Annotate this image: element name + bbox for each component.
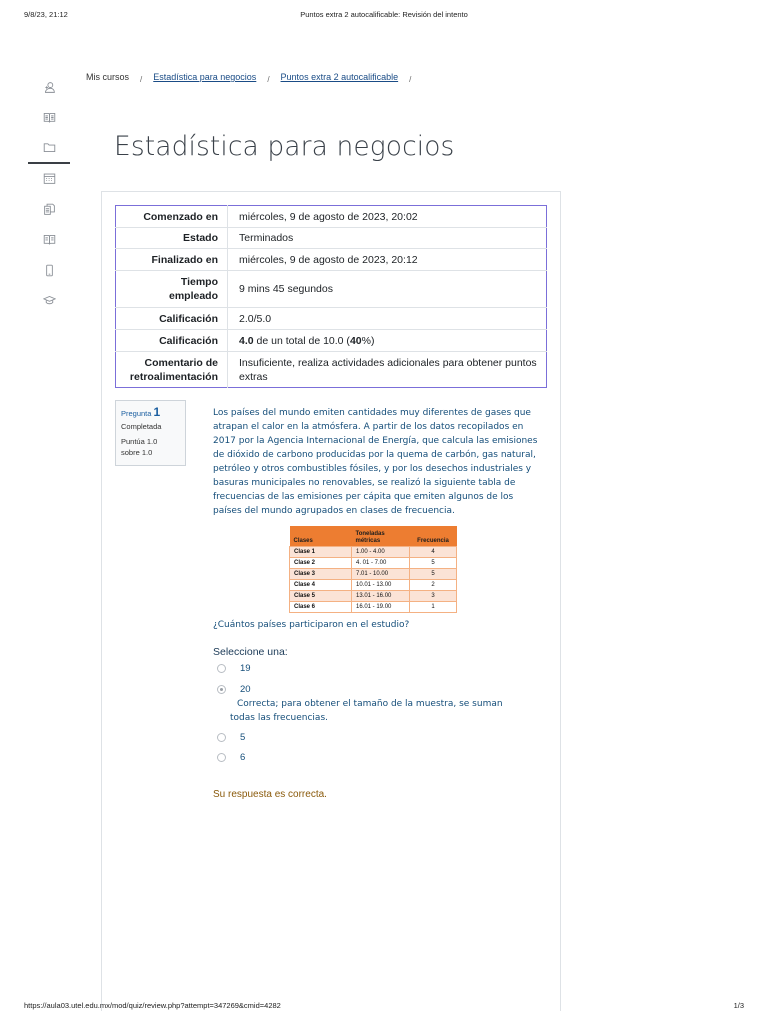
frequency-table-cell: 4 [410,546,457,557]
graduation-cap-icon [43,294,56,307]
answer-option[interactable] [217,752,245,763]
summary-row-marks [116,308,547,330]
answer-option[interactable] [217,732,245,743]
sidebar-item-open-book[interactable] [28,225,70,256]
question-grade-line: sobre 1.0 [121,448,153,457]
frequency-table-cell: 1.00 - 4.00 [352,546,410,557]
summary-row-state [116,228,547,249]
question-info-box [115,400,186,466]
folder-icon [43,141,56,154]
summary-label-line: Tiempo [180,276,218,288]
summary-label-line: retroalimentación [129,370,218,383]
breadcrumb-separator: / [409,74,412,84]
select-one-label: Seleccione una: [213,646,288,658]
open-book-icon [43,233,56,246]
print-page-count: 1/3 [733,1001,744,1010]
frequency-table-header [290,526,457,546]
frequency-table-row [290,546,457,557]
breadcrumb-separator: / [140,74,143,84]
breadcrumb-my-courses[interactable]: Mis cursos [86,72,130,82]
participants-icon [43,81,56,94]
sidebar-item-folder[interactable] [28,133,70,164]
summary-label: Calificación [116,308,228,330]
frequency-table-cell: Clase 6 [290,601,352,612]
summary-value: Insuficiente, realiza actividades adicionales para obtener puntos extras [239,356,537,383]
summary-value: miércoles, 9 de agosto de 2023, 20:02 [228,206,547,228]
breadcrumb-separator: / [267,74,270,84]
summary-label-line: Comentario de [144,356,218,369]
radio-button[interactable] [217,664,226,673]
summary-label: Finalizado en [116,249,228,271]
copy-icon [43,203,56,216]
frequency-table-cell: 2 [410,579,457,590]
page-title: Estadística para negocios [114,131,455,162]
print-title: Puntos extra 2 autocalificable: Revisión del intento [300,10,468,19]
mobile-icon [43,264,56,277]
frequency-header-cell: Toneladas métricas [352,526,410,546]
question-prompt: ¿Cuántos países participaron en el estudio? [213,620,410,630]
frequency-table-cell: Clase 1 [290,546,352,557]
frequency-table-row [290,590,457,601]
question-state: Completada [121,422,162,431]
question-label: Pregunta [121,409,152,418]
radio-button[interactable] [217,733,226,742]
print-header [24,10,744,22]
frequency-header-cell: Clases [290,526,352,546]
print-footer [24,1001,744,1013]
frequency-table-row [290,601,457,612]
summary-value [228,330,547,352]
answer-option[interactable] [217,684,251,695]
frequency-table [289,526,457,613]
breadcrumb-course[interactable]: Estadística para negocios [153,72,257,82]
grade-end: %) [361,334,375,347]
frequency-table-cell: 4. 01 - 7.00 [352,557,410,568]
grade-percent: 40 [349,334,362,347]
breadcrumb [86,72,422,82]
course-sidebar [28,72,70,316]
summary-value: miércoles, 9 de agosto de 2023, 20:12 [228,249,547,271]
question-grade [121,436,180,458]
question-outcome: Su respuesta es correcta. [213,789,327,800]
sidebar-item-mobile[interactable] [28,255,70,286]
frequency-table-cell: Clase 3 [290,568,352,579]
frequency-table-cell: 10.01 - 13.00 [352,579,410,590]
frequency-table-row [290,557,457,568]
summary-label: Estado [116,228,228,249]
sidebar-item-participants[interactable] [28,72,70,103]
frequency-table-cell: Clase 2 [290,557,352,568]
summary-row-feedback [116,352,547,388]
sidebar-item-graduation[interactable] [28,286,70,317]
summary-value: Terminados [228,228,547,249]
question-text: Los países del mundo emiten cantidades muy diferentes de gases que atrapan el calor en la atmósfera. A partir de los datos recopilados en 2017 por la Agencia Internacional de Energía, que calcula las emisiones de dióxido de carbono producidas por la quema de carbón, gas natural, petróleo y otros combustibles fósiles, y por los desechos industriales y basuras municipales no renovables, se realizó la siguiente tabla de frecuencias de las emisiones per cápita que emiten algunos de los países del mundo agrupados en clases de frecuencia. [213,408,538,516]
frequency-header-cell: Frecuencia [410,526,457,546]
question-number-value: 1 [153,405,161,419]
summary-row-time [116,271,547,308]
sidebar-item-calendar[interactable] [28,164,70,195]
attempt-summary-table [115,205,547,388]
frequency-table-row [290,568,457,579]
frequency-table-cell: Clase 5 [290,590,352,601]
summary-label: Comenzado en [116,206,228,228]
answer-option-label: 5 [240,732,246,743]
summary-label [116,352,228,388]
breadcrumb-quiz[interactable]: Puntos extra 2 autocalificable [280,72,399,82]
frequency-table-cell: 16.01 - 19.00 [352,601,410,612]
summary-row-started [116,206,547,228]
frequency-table-cell: 3 [410,590,457,601]
sidebar-item-copy[interactable] [28,194,70,225]
answer-option-label: 19 [240,663,251,674]
print-date: 9/8/23, 21:12 [24,10,68,19]
grade-mid: de un total de 10.0 ( [253,334,350,347]
answer-option-label: 20 [240,684,251,695]
summary-value: 2.0/5.0 [228,308,547,330]
question-grade-line: Puntúa 1.0 [121,437,158,446]
radio-button[interactable] [217,753,226,762]
frequency-table-cell: 5 [410,557,457,568]
summary-row-finished [116,249,547,271]
sidebar-item-book[interactable] [28,103,70,134]
print-url: https://aula03.utel.edu.mx/mod/quiz/review.php?attempt=347269&cmid=4282 [24,1001,281,1010]
frequency-table-cell: 7.01 - 10.00 [352,568,410,579]
answer-option[interactable] [217,663,251,674]
frequency-table-cell: 1 [410,601,457,612]
frequency-table-cell: 13.01 - 16.00 [352,590,410,601]
frequency-table-cell: 5 [410,568,457,579]
grade-score: 4.0 [239,334,254,347]
summary-value: 9 mins 45 segundos [228,271,547,308]
book-icon [43,111,56,124]
calendar-icon [43,172,56,185]
frequency-table-cell: Clase 4 [290,579,352,590]
summary-label-line: empleado [168,290,218,302]
summary-label: Calificación [116,330,228,352]
answer-option-label: 6 [240,752,246,763]
summary-row-grade [116,330,547,352]
question-number [121,405,180,419]
specific-feedback: Correcta; para obtener el tamaño de la muestra, se suman todas las frecuencias. [230,699,503,723]
summary-label [116,271,228,308]
frequency-table-row [290,579,457,590]
radio-button[interactable] [217,685,226,694]
